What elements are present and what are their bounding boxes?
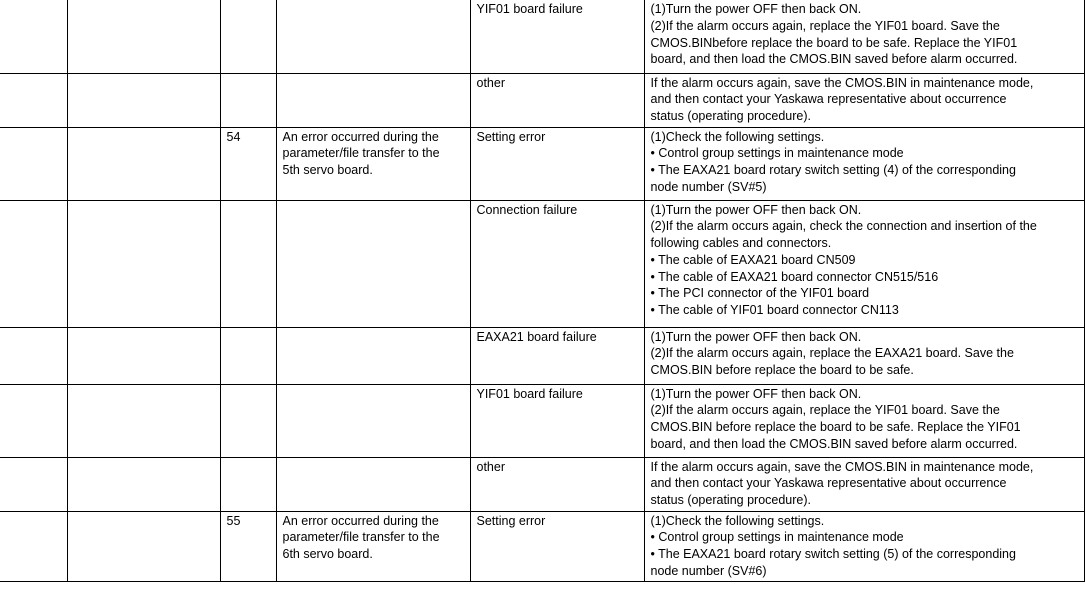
remedy-line: status (operating procedure).: [650, 109, 812, 124]
remedy-line: (2)If the alarm occurs again, replace the YIF01 board. Save the: [650, 18, 1000, 33]
remedy-line: following cables and connectors.: [650, 236, 832, 251]
description-line: An error occurred during the: [282, 129, 439, 144]
table-row: [0, 327, 1084, 384]
remedy-line: CMOS.BIN before replace the board to be safe. Replace the YIF01: [650, 420, 1021, 435]
cause-cell: other: [470, 73, 644, 127]
remedy-line: • The cable of YIF01 board connector CN113: [650, 303, 899, 318]
blank-cell: [0, 511, 67, 581]
blank-cell: [67, 0, 220, 73]
remedy-cell: [644, 511, 1084, 581]
table-row: [0, 511, 1084, 581]
remedy-line: board, and then load the CMOS.BIN saved before alarm occurred.: [650, 436, 1018, 451]
remedy-line: CMOS.BIN before replace the board to be safe.: [650, 363, 914, 378]
description-line: parameter/file transfer to the: [282, 146, 440, 161]
remedy-cell: [644, 457, 1084, 511]
remedy-line: (1)Check the following settings.: [650, 513, 825, 528]
blank-cell: [0, 457, 67, 511]
alarm-code-cell: [220, 73, 276, 127]
remedy-line: • The EAXA21 board rotary switch setting (5) of the corresponding: [650, 547, 1016, 562]
alarm-code-cell: 54: [220, 127, 276, 200]
remedy-line: (1)Turn the power OFF then back ON.: [650, 2, 862, 16]
remedy-line: (1)Check the following settings.: [650, 129, 825, 144]
blank-cell: [0, 0, 67, 73]
cause-cell: YIF01 board failure: [470, 0, 644, 73]
remedy-line: status (operating procedure).: [650, 493, 812, 508]
remedy-line: and then contact your Yaskawa representative about occurrence: [650, 476, 1007, 491]
remedy-line: (2)If the alarm occurs again, replace the EAXA21 board. Save the: [650, 346, 1014, 361]
description-line: An error occurred during the: [282, 513, 439, 528]
table-row: [0, 457, 1084, 511]
blank-cell: [67, 511, 220, 581]
remedy-cell: [644, 384, 1084, 457]
blank-cell: [67, 73, 220, 127]
alarm-code-cell: 55: [220, 511, 276, 581]
table-row: [0, 73, 1084, 127]
blank-cell: [0, 73, 67, 127]
alarm-code-cell: [220, 457, 276, 511]
description-cell: [276, 73, 470, 127]
cause-cell: Setting error: [470, 127, 644, 200]
table-row: [0, 0, 1084, 73]
alarm-code-cell: [220, 200, 276, 327]
alarm-code-cell: [220, 0, 276, 73]
description-cell: [276, 200, 470, 327]
blank-cell: [67, 457, 220, 511]
description-cell: [276, 457, 470, 511]
remedy-line: board, and then load the CMOS.BIN saved before alarm occurred.: [650, 52, 1018, 67]
blank-cell: [0, 384, 67, 457]
remedy-line: If the alarm occurs again, save the CMOS.BIN in maintenance mode,: [650, 459, 1034, 474]
description-line: 5th servo board.: [282, 163, 373, 178]
remedy-line: (1)Turn the power OFF then back ON.: [650, 329, 862, 344]
description-line: parameter/file transfer to the: [282, 530, 440, 545]
remedy-line: and then contact your Yaskawa representative about occurrence: [650, 92, 1007, 107]
remedy-line: If the alarm occurs again, save the CMOS.BIN in maintenance mode,: [650, 75, 1034, 90]
remedy-line: (1)Turn the power OFF then back ON.: [650, 202, 862, 217]
cause-cell: YIF01 board failure: [470, 384, 644, 457]
alarm-code-cell: [220, 384, 276, 457]
remedy-cell: [644, 327, 1084, 384]
blank-cell: [67, 327, 220, 384]
remedy-line: • The cable of EAXA21 board CN509: [650, 252, 856, 267]
remedy-line: CMOS.BINbefore replace the board to be safe. Replace the YIF01: [650, 35, 1018, 50]
table-row: [0, 384, 1084, 457]
blank-cell: [67, 127, 220, 200]
remedy-cell: [644, 0, 1084, 73]
blank-cell: [0, 200, 67, 327]
remedy-cell: [644, 127, 1084, 200]
remedy-line: (2)If the alarm occurs again, replace the YIF01 board. Save the: [650, 403, 1000, 418]
remedy-line: • Control group settings in maintenance mode: [650, 530, 904, 545]
remedy-cell: [644, 73, 1084, 127]
description-cell: [276, 127, 470, 200]
cause-cell: Connection failure: [470, 200, 644, 327]
remedy-line: • The cable of EAXA21 board connector CN515/516: [650, 269, 939, 284]
cause-cell: EAXA21 board failure: [470, 327, 644, 384]
table-row: [0, 127, 1084, 200]
remedy-line: node number (SV#5): [650, 179, 767, 194]
remedy-line: (1)Turn the power OFF then back ON.: [650, 386, 862, 401]
blank-cell: [0, 127, 67, 200]
remedy-line: node number (SV#6): [650, 563, 767, 578]
remedy-line: • Control group settings in maintenance mode: [650, 146, 904, 161]
blank-cell: [0, 327, 67, 384]
description-cell: [276, 327, 470, 384]
table-row: [0, 200, 1084, 327]
description-cell: [276, 384, 470, 457]
cause-cell: other: [470, 457, 644, 511]
remedy-line: • The EAXA21 board rotary switch setting (4) of the corresponding: [650, 163, 1016, 178]
alarm-code-cell: [220, 327, 276, 384]
remedy-cell: [644, 200, 1084, 327]
description-line: 6th servo board.: [282, 547, 373, 562]
description-cell: [276, 0, 470, 73]
blank-cell: [67, 384, 220, 457]
remedy-line: • The PCI connector of the YIF01 board: [650, 286, 870, 301]
remedy-line: (2)If the alarm occurs again, check the connection and insertion of the: [650, 219, 1037, 234]
description-cell: [276, 511, 470, 581]
cause-cell: Setting error: [470, 511, 644, 581]
blank-cell: [67, 200, 220, 327]
